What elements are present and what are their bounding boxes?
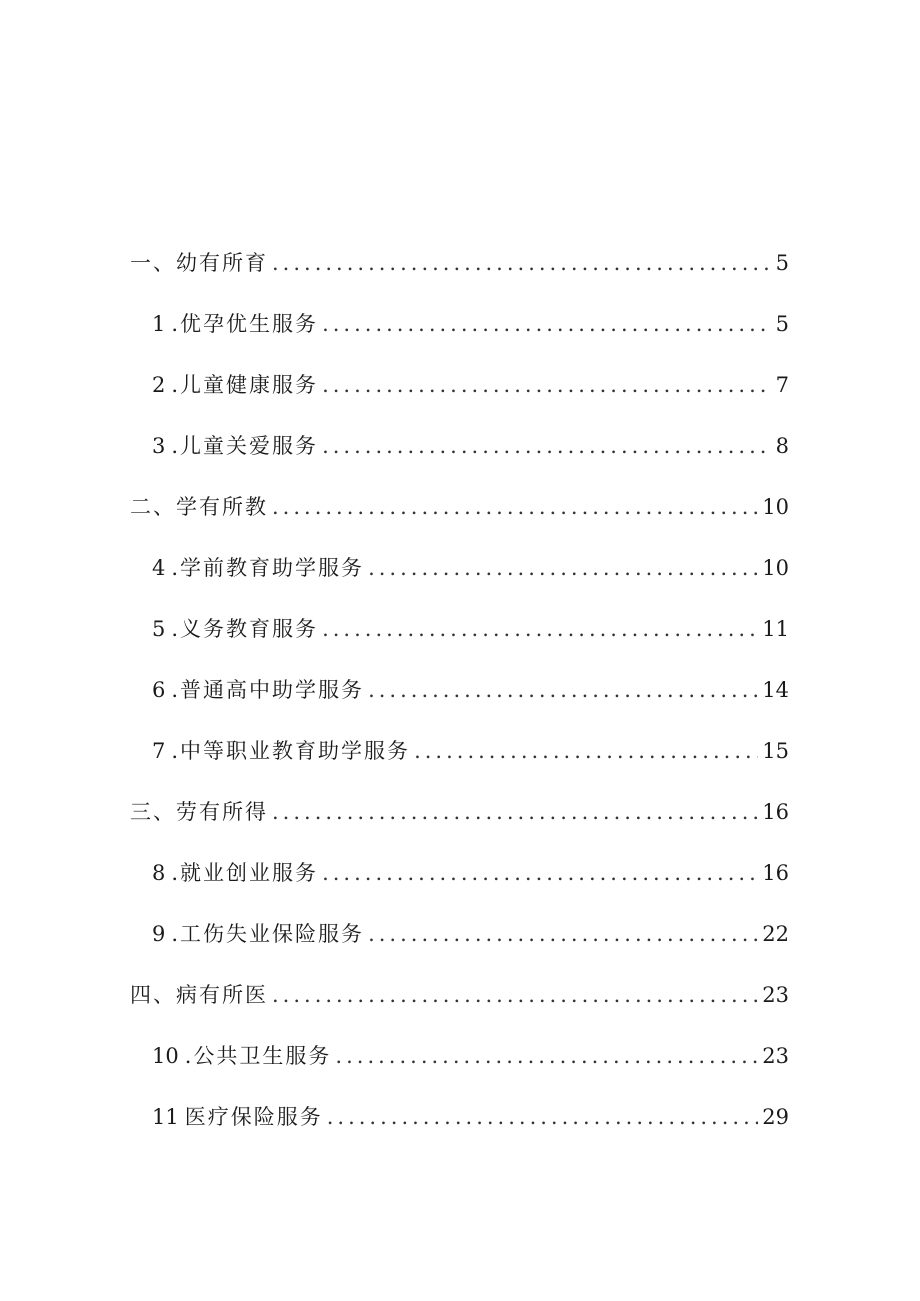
- entry-page-number: 11: [762, 617, 789, 641]
- entry-number: 10: [152, 1044, 179, 1068]
- entry-title: .公共卫生服务: [184, 1044, 332, 1068]
- dot-leader: [272, 484, 758, 530]
- toc-entry[interactable]: [124, 911, 789, 972]
- toc-entry[interactable]: [124, 972, 789, 1033]
- dot-leader: [272, 972, 758, 1018]
- entry-number: 2: [152, 373, 166, 397]
- entry-page-number: 23: [762, 1044, 789, 1068]
- toc-entry[interactable]: [124, 1094, 789, 1155]
- toc-entry[interactable]: [124, 667, 789, 728]
- dot-leader: [322, 606, 758, 652]
- toc-entry[interactable]: [124, 484, 789, 545]
- toc-entry[interactable]: [124, 606, 789, 667]
- entry-page-number: 23: [762, 983, 789, 1007]
- dot-leader: [322, 423, 772, 469]
- entry-page-number: 5: [775, 251, 789, 275]
- entry-number: 4: [152, 556, 166, 580]
- toc-entry[interactable]: [124, 240, 789, 301]
- entry-page-number: 5: [775, 312, 789, 336]
- entry-number: 9: [152, 922, 166, 946]
- dot-leader: [272, 789, 758, 835]
- entry-page-number: 10: [762, 556, 789, 580]
- entry-number: 6: [152, 678, 166, 702]
- dot-leader: [414, 728, 758, 774]
- dot-leader: [322, 850, 758, 896]
- entry-page-number: 29: [762, 1105, 789, 1129]
- entry-title: 二、学有所教: [130, 495, 268, 519]
- entry-page-number: 16: [762, 800, 789, 824]
- dot-leader: [335, 1033, 758, 1079]
- toc-entry[interactable]: [124, 850, 789, 911]
- entry-title: 三、劳有所得: [130, 800, 268, 824]
- entry-title: .义务教育服务: [171, 617, 319, 641]
- toc-entry[interactable]: [124, 1033, 789, 1094]
- entry-title: .中等职业教育助学服务: [171, 739, 411, 763]
- dot-leader: [327, 1094, 759, 1140]
- toc-entry[interactable]: [124, 789, 789, 850]
- dot-leader: [272, 240, 772, 286]
- entry-title: .儿童健康服务: [171, 373, 319, 397]
- entry-title: .优孕优生服务: [171, 312, 319, 336]
- entry-page-number: 7: [775, 373, 789, 397]
- entry-number: 8: [152, 861, 166, 885]
- dot-leader: [322, 362, 772, 408]
- table-of-contents: [124, 240, 789, 1155]
- entry-title: .学前教育助学服务: [171, 556, 365, 580]
- entry-page-number: 22: [762, 922, 789, 946]
- dot-leader: [368, 911, 758, 957]
- entry-number: 11: [152, 1105, 179, 1129]
- entry-page-number: 16: [762, 861, 789, 885]
- entry-number: 3: [152, 434, 166, 458]
- entry-number: 5: [152, 617, 166, 641]
- entry-number: 7: [152, 739, 166, 763]
- toc-entry[interactable]: [124, 728, 789, 789]
- entry-number: 1: [152, 312, 166, 336]
- entry-title: .普通高中助学服务: [171, 678, 365, 702]
- entry-title: .儿童关爱服务: [171, 434, 319, 458]
- toc-entry[interactable]: [124, 301, 789, 362]
- toc-entry[interactable]: [124, 362, 789, 423]
- toc-entry[interactable]: [124, 423, 789, 484]
- entry-page-number: 15: [762, 739, 789, 763]
- entry-title: 四、病有所医: [130, 983, 268, 1007]
- entry-title: .就业创业服务: [171, 861, 319, 885]
- toc-entry[interactable]: [124, 545, 789, 606]
- dot-leader: [368, 545, 758, 591]
- entry-title: .工伤失业保险服务: [171, 922, 365, 946]
- entry-page-number: 10: [762, 495, 789, 519]
- dot-leader: [322, 301, 772, 347]
- entry-page-number: 14: [762, 678, 789, 702]
- entry-page-number: 8: [775, 434, 789, 458]
- dot-leader: [368, 667, 758, 713]
- entry-title: 一、幼有所育: [130, 251, 268, 275]
- entry-title: 医疗保险服务: [184, 1105, 323, 1129]
